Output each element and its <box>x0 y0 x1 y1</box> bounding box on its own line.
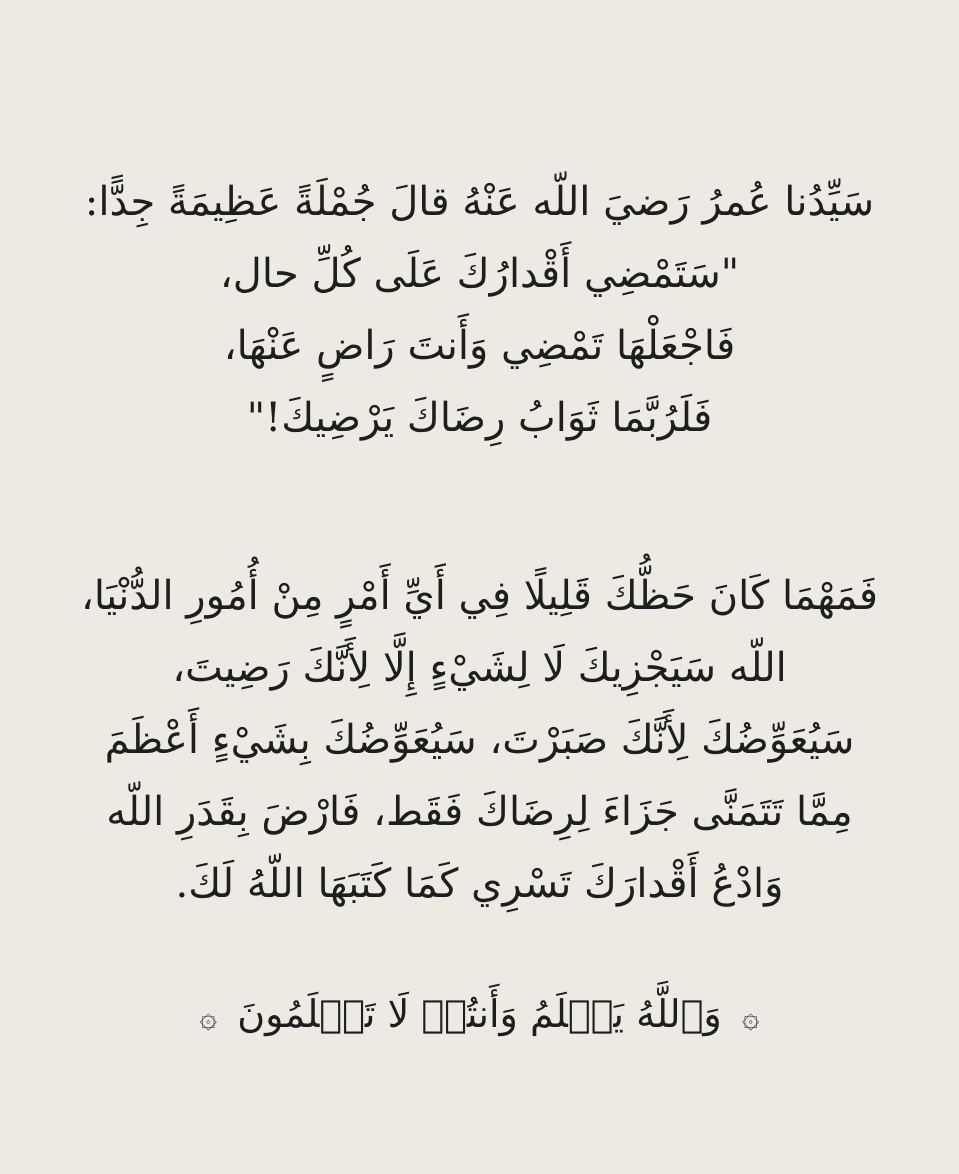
verse-text: وَٱللَّهُ يَعۡلَمُ وَأَنتُمۡ لَا تَعۡلَمُونَ <box>237 992 722 1036</box>
text-line: سَيُعَوِّضُكَ لِأَنَّكَ صَبَرْتَ، سَيُعَوِّضُكَ بِشَيْءٍ أَعْظَمَ <box>104 717 855 763</box>
verse-ornament-icon: ۞ <box>741 1000 760 1035</box>
text-line: مِمَّا تَتَمَنَّى جَزَاءَ لِرِضَاكَ فَقَط، فَارْضَ بِقَدَرِ اللّه <box>106 789 853 835</box>
text-line: فَاجْعَلْهَا تَمْضِي وَأَنتَ رَاضٍ عَنْهَا، <box>223 323 736 369</box>
text-line: وَادْعُ أَقْدارَكَ تَسْرِي كَمَا كَتَبَهَا اللّهُ لَكَ. <box>175 861 784 907</box>
paragraph-umar-quote <box>60 166 899 454</box>
text-line: فَلَرُبَّمَا ثَوَابُ رِضَاكَ يَرْضِيكَ!" <box>246 395 713 441</box>
paragraph-reflection <box>60 560 899 920</box>
verse-ornament-icon: ۞ <box>199 1000 218 1035</box>
text-line: سَيِّدُنا عُمرُ رَضيَ اللّه عَنْهُ قالَ جُمْلَةً عَظِيمَةً جِدًّا: <box>84 179 875 225</box>
text-line: اللّه سَيَجْزِيكَ لَا لِشَيْءٍ إِلَّا لِأَنَّكَ رَضِيتَ، <box>172 645 787 691</box>
text-line: "سَتَمْضِي أَقْدارُكَ عَلَى كُلِّ حال، <box>219 251 740 297</box>
text-line: فَمَهْمَا كَانَ حَظُّكَ قَلِيلًا فِي أَيِّ أَمْرٍ مِنْ أُمُورِ الدُّنْيَا، <box>80 573 879 619</box>
quran-verse <box>60 982 899 1050</box>
